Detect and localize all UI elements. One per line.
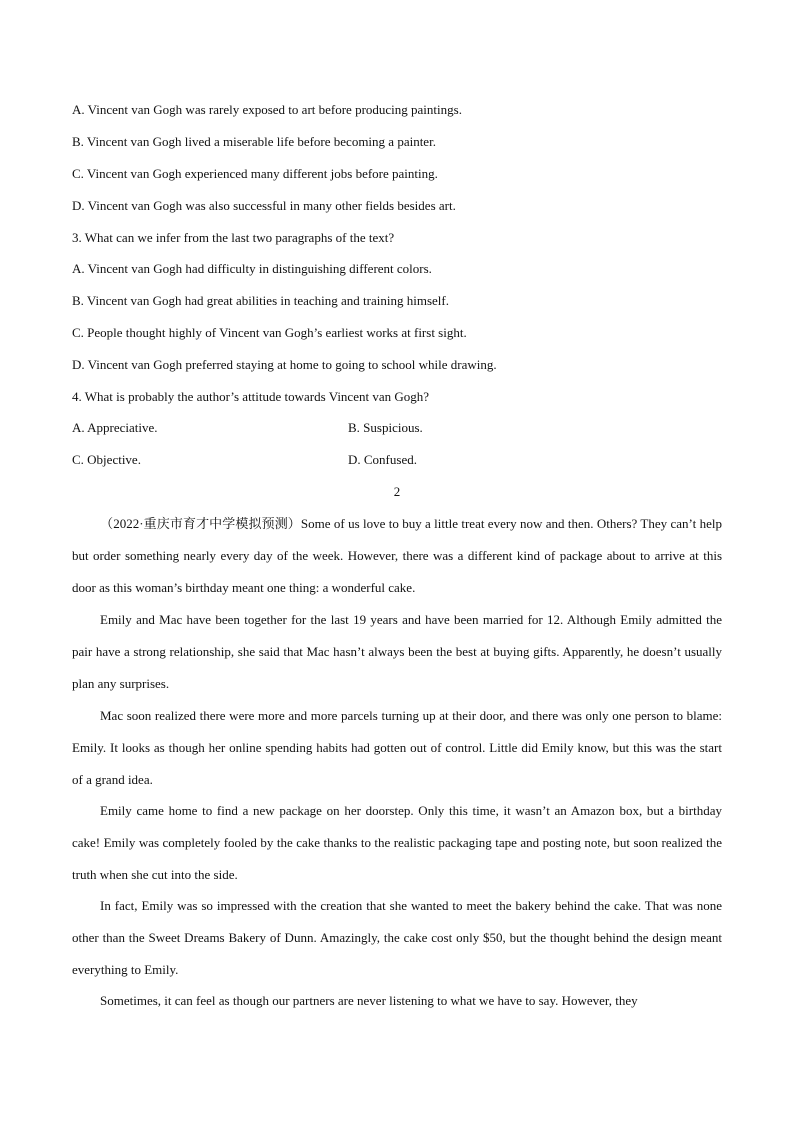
q4-option-c: C. Objective.	[72, 452, 141, 467]
passage-paragraph-3	[72, 700, 722, 796]
q4-option-d: D. Confused.	[348, 452, 417, 467]
paragraph-4-text: Emily came home to find a new package on her doorstep. Only this time, it wasn’t an Amazon box, but a birthday cake! Emily was completely fooled by the cake thanks to the realistic packaging tape and posting note, but soon realized the truth when she cut into the side.	[72, 803, 722, 882]
paragraph-5-text: In fact, Emily was so impressed with the creation that she wanted to meet the bakery behind the cake. That was none other than the Sweet Dreams Bakery of Dunn. Amazingly, the cake cost only $50, but the thought behind the design meant everything to Emily.	[72, 898, 722, 977]
q2-option-d: D. Vincent van Gogh was also successful in many other fields besides art.	[72, 198, 456, 213]
q4-option-a: A. Appreciative.	[72, 420, 158, 435]
q4-option-b: B. Suspicious.	[348, 420, 423, 435]
q2-option-c: C. Vincent van Gogh experienced many different jobs before painting.	[72, 166, 438, 181]
paragraph-6-text: Sometimes, it can feel as though our partners are never listening to what we have to say. However, they	[100, 993, 638, 1008]
passage-paragraph-5	[72, 890, 722, 986]
q3-question: 3. What can we infer from the last two paragraphs of the text?	[72, 230, 395, 245]
paragraph-2-text: Emily and Mac have been together for the last 19 years and have been married for 12. Although Emily admitted the pair have a strong relationship, she said that Mac hasn’t always been the best at buying gifts. Apparently, he doesn’t usually plan any surprises.	[72, 612, 722, 691]
paragraph-1-text: （2022·重庆市育才中学模拟预测）Some of us love to buy a little treat every now and then. Others? They can’t help but order something nearly every day of the week. However, there was a different kind of package about to arrive at this door as this woman’s birthday meant one thing: a wonderful cake.	[72, 516, 722, 595]
q2-option-b: B. Vincent van Gogh lived a miserable life before becoming a painter.	[72, 134, 436, 149]
passage-number: 2	[393, 484, 401, 499]
q3-option-b: B. Vincent van Gogh had great abilities in teaching and training himself.	[72, 293, 449, 308]
q2-option-a: A. Vincent van Gogh was rarely exposed to art before producing paintings.	[72, 102, 462, 117]
q3-option-d: D. Vincent van Gogh preferred staying at home to going to school while drawing.	[72, 357, 497, 372]
passage-paragraph-4	[72, 795, 722, 891]
q3-option-c: C. People thought highly of Vincent van Gogh’s earliest works at first sight.	[72, 325, 467, 340]
q3-option-a: A. Vincent van Gogh had difficulty in distinguishing different colors.	[72, 261, 432, 276]
paragraph-3-text: Mac soon realized there were more and more parcels turning up at their door, and there was only one person to blame: Emily. It looks as though her online spending habits had gotten out of control. Little did Emily know, but this was the start of a grand idea.	[72, 708, 722, 787]
passage-paragraph-1	[72, 508, 722, 604]
passage-paragraph-6	[72, 985, 722, 1017]
q4-question: 4. What is probably the author’s attitude towards Vincent van Gogh?	[72, 389, 430, 404]
passage-paragraph-2	[72, 604, 722, 700]
